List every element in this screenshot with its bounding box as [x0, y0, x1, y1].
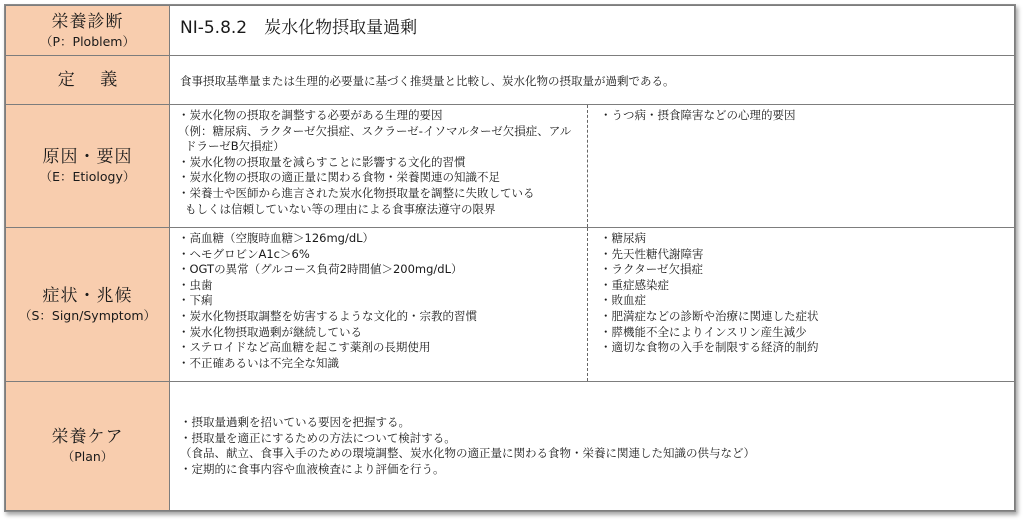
list-item: ・摂取量を適正にするための方法について検討する。	[180, 430, 456, 445]
list-item: ・肥満症などの診断や治療に関連した症状	[600, 308, 819, 323]
list-item: ・炭水化物摂取調整を妨害するような文化的・宗教的習慣	[178, 308, 477, 323]
list-item: ・ヘモグロビンA1c＞6%	[178, 246, 310, 261]
etiology-label-cell	[6, 105, 170, 228]
list-item: ・ラクターゼ欠損症	[600, 262, 704, 277]
list-item: ・炭水化物摂取過剰が継続している	[178, 324, 362, 339]
definition-text-cell	[170, 56, 1015, 105]
list-item: ・定期的に食事内容や血液検査により評価を行う。	[180, 461, 445, 476]
list-item: ・重症感染症	[600, 277, 669, 292]
symptom-sublabel: （S：Sign/Symptom）	[18, 307, 157, 323]
problem-label: 栄養診断	[51, 11, 124, 32]
list-item: ・下痢	[178, 293, 213, 308]
list-item: ・炭水化物の摂取を調整する必要がある生理的要因	[178, 108, 443, 122]
list-item: ・虫歯	[178, 277, 213, 292]
list-item: ・栄養士や医師から進言された炭水化物摂取量を調整に失敗している	[178, 185, 535, 200]
definition-label: 定 義	[57, 70, 128, 90]
list-item: ・適切な食物の入手を制限する経済的制約	[600, 340, 819, 355]
list-item: ・先天性糖代謝障害	[600, 246, 704, 261]
definition-text: 食事摂取基準量または生理的必要量に基づく推奨量と比較し、炭水化物の摂取量が過剰である。	[180, 74, 675, 88]
list-item: ・OGTの異常（グルコース負荷2時間値＞200mg/dL）	[178, 262, 463, 277]
symptom-label-cell	[6, 228, 170, 382]
symptom-left-column	[170, 228, 588, 381]
list-item: ・糖尿病	[600, 231, 646, 245]
row-problem	[6, 6, 1015, 56]
plan-label: 栄養ケア	[51, 427, 124, 447]
symptom-right-column	[588, 228, 1014, 381]
list-item: ・膵機能不全によりインスリン産生減少	[600, 324, 807, 339]
row-plan	[6, 382, 1015, 511]
list-item: ・ステロイドなど高血糖を起こす薬剤の長期使用	[178, 340, 431, 355]
plan-list	[170, 382, 1014, 477]
list-item: もしくは信頼していない等の理由による食事療法遵守の限界	[185, 201, 496, 216]
plan-content-cell	[170, 382, 1015, 511]
etiology-right-column	[588, 105, 1014, 227]
problem-sublabel: （P：Ploblem）	[40, 33, 135, 49]
etiology-content-cell	[170, 105, 1015, 228]
list-item: ・高血糖（空腹時血糖＞126mg/dL）	[178, 231, 375, 245]
row-etiology	[6, 105, 1015, 228]
etiology-left-column	[170, 105, 588, 227]
nutrition-diagnosis-sheet	[4, 4, 1016, 512]
diagnosis-title: NI-5.8.2 炭水化物摂取量過剰	[180, 18, 418, 38]
list-item: ・炭水化物の摂取量を減らすことに影響する文化的習慣	[178, 154, 466, 169]
etiology-sublabel: （E：Etiology）	[39, 169, 136, 184]
row-symptom	[6, 228, 1015, 382]
list-item: （例：糖尿病、ラクターゼ欠損症、スクラーゼ-イソマルターゼ欠損症、アル	[178, 123, 572, 138]
diagnosis-table	[5, 5, 1015, 511]
list-item: ・敗血症	[600, 293, 646, 308]
list-item: ドラーゼB欠損症）	[185, 139, 285, 154]
symptom-label: 症状・兆候	[42, 285, 133, 306]
list-item: （食品、献立、食事入手のための環境調整、炭水化物の適正量に関わる食物・栄養に関連した知識の供与など）	[180, 446, 755, 461]
problem-label-cell	[6, 6, 170, 56]
row-definition	[6, 56, 1015, 105]
definition-label-cell	[6, 56, 170, 105]
plan-sublabel: （Plan）	[61, 449, 114, 464]
list-item: ・炭水化物の摂取の適正量に関わる食物・栄養関連の知識不足	[178, 170, 500, 185]
list-item: ・不正確あるいは不完全な知識	[178, 355, 339, 370]
plan-label-cell	[6, 382, 170, 511]
list-item: ・うつ病・摂食障害などの心理的要因	[600, 108, 796, 122]
problem-title-cell	[170, 6, 1015, 56]
etiology-label: 原因・要因	[42, 147, 133, 167]
symptom-content-cell	[170, 228, 1015, 382]
list-item: ・摂取量過剰を招いている要因を把握する。	[180, 415, 410, 429]
